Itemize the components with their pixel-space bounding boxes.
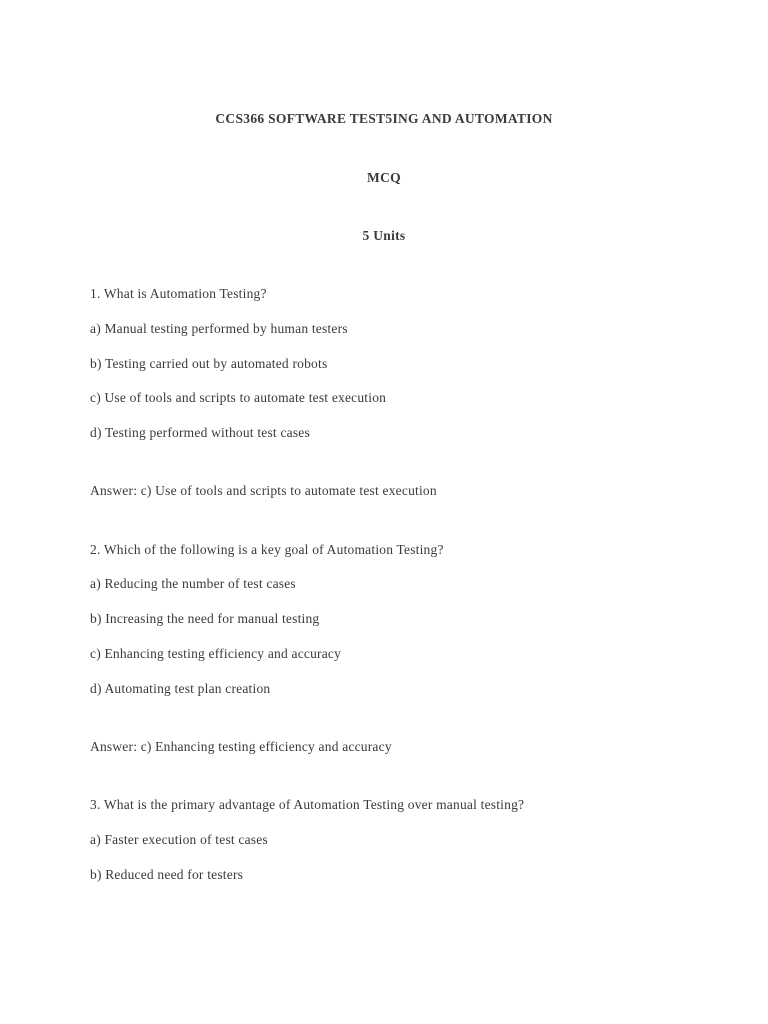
question-3-option-b: b) Reduced need for testers [90,867,244,882]
question-1-option-a: a) Manual testing performed by human testers [90,321,348,336]
document-subtitle: MCQ [367,170,401,185]
question-2: 2. Which of the following is a key goal of Automation Testing? [90,542,444,557]
question-1-option-d: d) Testing performed without test cases [90,425,310,440]
question-1: 1. What is Automation Testing? [90,286,267,301]
question-2-option-b: b) Increasing the need for manual testing [90,611,320,626]
question-2-option-c: c) Enhancing testing efficiency and accuracy [90,646,342,661]
question-1-option-b: b) Testing carried out by automated robots [90,356,328,371]
question-3: 3. What is the primary advantage of Automation Testing over manual testing? [90,797,525,812]
question-2-option-a: a) Reducing the number of test cases [90,576,296,591]
question-1-answer: Answer: c) Use of tools and scripts to automate test execution [90,483,437,498]
document-units: 5 Units [362,228,406,243]
question-2-answer: Answer: c) Enhancing testing efficiency and accuracy [90,739,392,754]
document-title: CCS366 SOFTWARE TEST5ING AND AUTOMATION [215,111,553,126]
question-1-option-c: c) Use of tools and scripts to automate test execution [90,390,387,405]
question-2-option-d: d) Automating test plan creation [90,681,271,696]
question-3-option-a: a) Faster execution of test cases [90,832,268,847]
